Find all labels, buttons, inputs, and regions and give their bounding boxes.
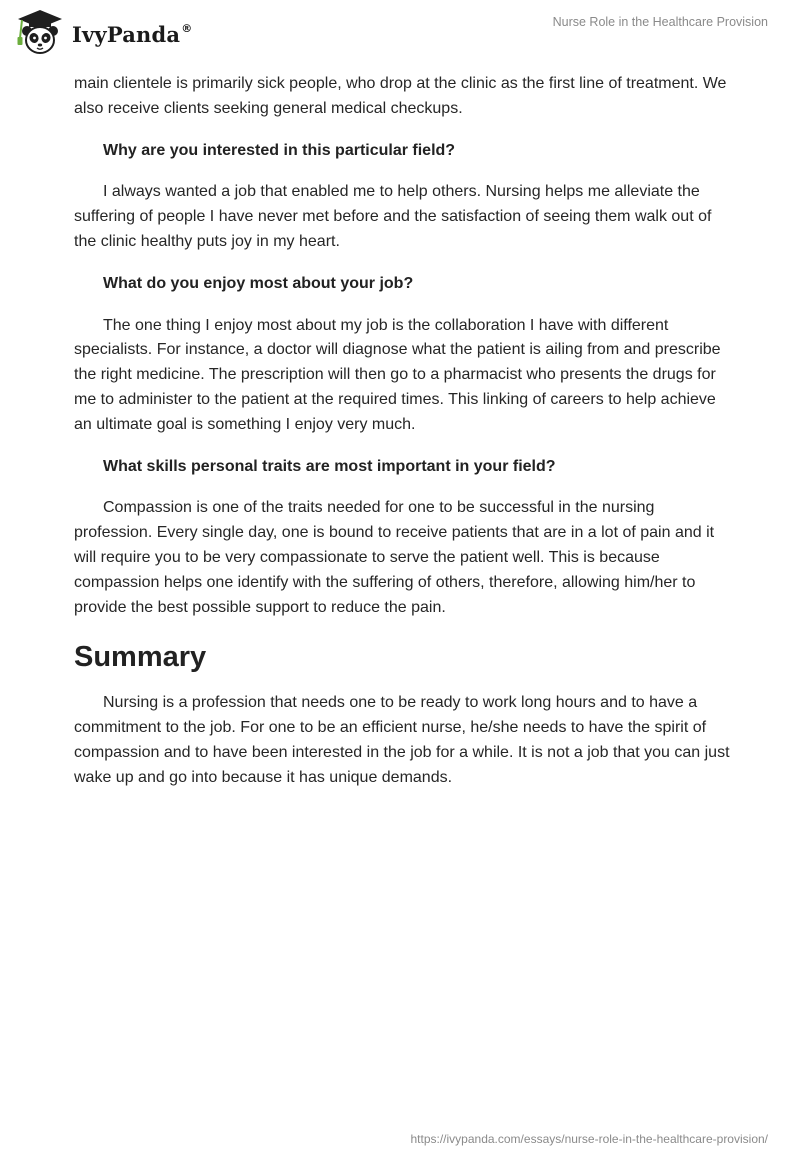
summary-paragraph: Nursing is a profession that needs one to be ready to work long hours and to have a commitment to the job. For one to be an efficient nurse, he/she needs to have the spirit of compassion and to have been interested in the job for a while. It is not a job that you can just wake up and go into because it has unique demands. [74, 694, 730, 786]
summary-heading: Summary [74, 641, 207, 674]
interview-question-1: Why are you interested in this particular field? [103, 141, 456, 159]
interview-answer-1: I always wanted a job that enabled me to help others. Nursing helps me alleviate the suffering of people I have never met before and the satisfaction of seeing them walk out of the clinic healthy puts joy in my heart. [74, 183, 712, 250]
page-header [0, 0, 800, 70]
paragraph-intro-continued: main clientele is primarily sick people, who drop at the clinic as the first line of treatment. We also receive clients seeking general medical checkups. [74, 75, 727, 117]
source-url[interactable]: https://ivypanda.com/essays/nurse-role-in-the-healthcare-provision/ [410, 1132, 768, 1146]
interview-question-3: What skills personal traits are most important in your field? [103, 457, 556, 475]
interview-question-2: What do you enjoy most about your job? [103, 274, 414, 292]
brand-logo[interactable] [14, 8, 192, 56]
interview-answer-2: The one thing I enjoy most about my job is the collaboration I have with different specialists. For instance, a doctor will diagnose what the patient is ailing from and prescribe the right medicine. The prescription will then go to a pharmacist who presents the drugs for me to administer to the patient at the required times. This linking of careers to help achieve an ultimate goal is something I enjoy very much. [74, 316, 721, 433]
interview-answer-3: Compassion is one of the traits needed for one to be successful in the nursing profession. Every single day, one is bound to receive patients that are in a lot of pain and it will require you to be very compassionate to serve the patient well. This is because compassion helps one identify with the suffering of others, therefore, allowing him/her to provide the best possible support to reduce the pain. [74, 499, 715, 616]
essay-content [74, 72, 730, 791]
panda-graduate-logo-icon [14, 8, 66, 56]
brand-name: IvyPanda® [72, 21, 193, 47]
document-title: Nurse Role in the Healthcare Provision [552, 15, 768, 29]
